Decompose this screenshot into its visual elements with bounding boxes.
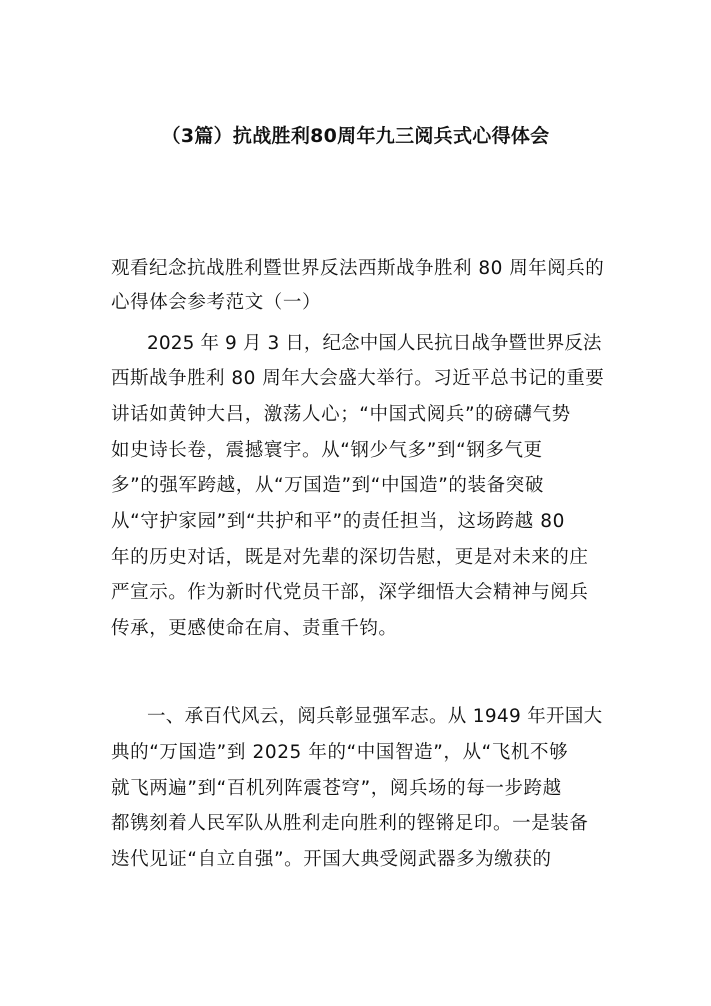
section-heading-line-2: 心得体会参考范文（一） xyxy=(111,292,322,313)
paragraph-2-line: 迭代见证“自立自强”。开国大典受阅武器多为缴获的 xyxy=(111,849,552,870)
paragraph-2-line: 都镌刻着人民军队从胜利走向胜利的铿锵足印。一是装备 xyxy=(111,813,589,834)
paragraph-1-line: 多”的强军跨越，从“万国造”到“中国造”的装备突破 xyxy=(111,475,544,496)
paragraph-2-line: 就飞两遍”到“百机列阵震苍穹”，阅兵场的每一步跨越 xyxy=(111,778,562,799)
paragraph-2-line: 典的“万国造”到 2025 年的“中国智造”，从“飞机不够 xyxy=(111,742,569,763)
paragraph-1-line: 讲话如黄钟大吕，激荡人心；“中国式阅兵”的磅礴气势 xyxy=(111,404,571,425)
paragraph-2-line: 一、承百代风云，阅兵彰显强军志。从 1949 年开国大 xyxy=(147,706,603,727)
paragraph-1-line: 严宣示。作为新时代党员干部，深学细悟大会精神与阅兵 xyxy=(111,582,589,603)
paragraph-1-line: 传承，更感使命在肩、责重千钧。 xyxy=(111,618,398,639)
paragraph-1-line: 从“守护家园”到“共护和平”的责任担当，这场跨越 80 xyxy=(111,511,565,532)
paragraph-1-line: 如史诗长卷，震撼寰宇。从“钢少气多”到“钢多气更 xyxy=(111,440,543,461)
paragraph-1-line: 2025 年 9 月 3 日，纪念中国人民抗日战争暨世界反法 xyxy=(147,333,602,354)
document-title: （3篇）抗战胜利80周年九三阅兵式心得体会 xyxy=(161,125,550,147)
paragraph-1-line: 年的历史对话，既是对先辈的深切告慰，更是对未来的庄 xyxy=(111,547,589,568)
paragraph-1-line: 西斯战争胜利 80 周年大会盛大举行。习近平总书记的重要 xyxy=(111,368,605,389)
section-heading-line-1: 观看纪念抗战胜利暨世界反法西斯战争胜利 80 周年阅兵的 xyxy=(111,258,605,279)
